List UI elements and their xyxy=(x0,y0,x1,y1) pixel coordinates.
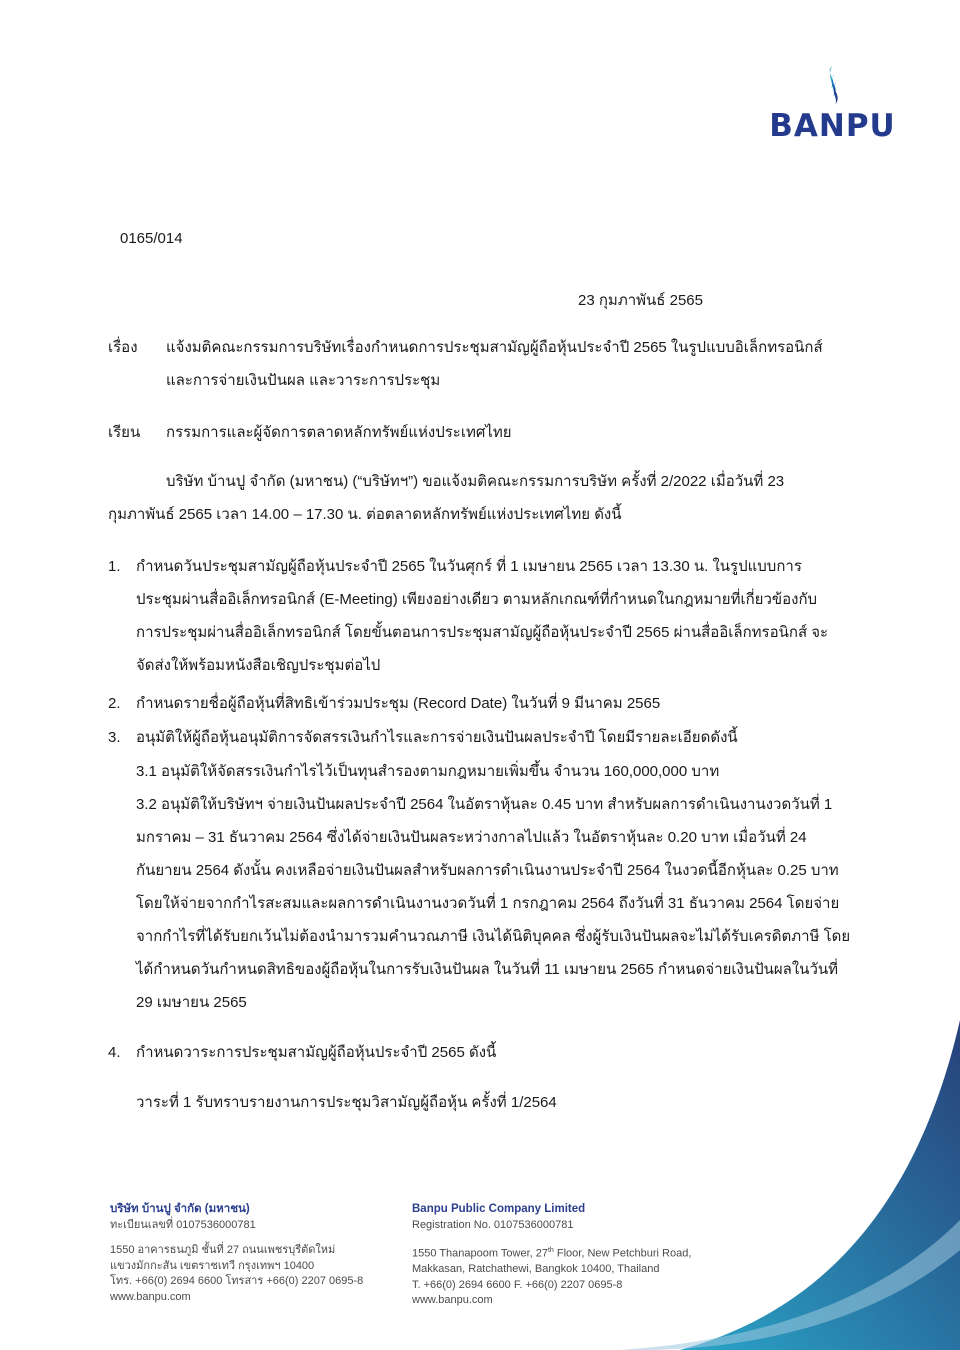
item-line: อนุมัติให้ผู้ถือหุ้นอนุมัติการจัดสรรเงินกำไรและการจ่ายเงินปันผลประจำปี โดยมีรายละเอียดดังนี้ xyxy=(136,729,738,746)
letter-date: 23 กุมภาพันธ์ 2565 xyxy=(578,292,703,309)
sub-item-line: 3.2 อนุมัติให้บริษัทฯ จ่ายเงินปันผลประจำปี 2564 ในอัตราหุ้นละ 0.45 บาท สำหรับผลการดำเนินงานงวดวันที่ 1 xyxy=(136,796,833,813)
item-number: 3. xyxy=(108,729,121,746)
sub-item-line: ได้กำหนดวันกำหนดสิทธิของผู้ถือหุ้นในการรับเงินปันผล ในวันที่ 11 เมษายน 2565 กำหนดจ่ายเงินปันผลในวันที่ xyxy=(136,961,839,978)
company-name-en: Banpu Public Company Limited xyxy=(412,1203,586,1215)
subject-line-2: และการจ่ายเงินปันผล และวาระการประชุม xyxy=(166,372,441,389)
address-line-2-en: Makkasan, Ratchathewi, Bangkok 10400, Thailand xyxy=(412,1263,660,1276)
recipient-label: เรียน xyxy=(108,424,141,441)
sub-item-3-2 xyxy=(136,788,874,1019)
subject-block xyxy=(108,331,878,397)
item-number: 4. xyxy=(108,1044,121,1061)
registration-en: Registration No. 0107536000781 xyxy=(412,1218,574,1231)
item-number: 1. xyxy=(108,558,121,575)
recipient-block xyxy=(108,416,878,449)
phone-en: T. +66(0) 2694 6600 F. +66(0) 2207 0695-8 xyxy=(412,1278,623,1291)
footer-thai xyxy=(110,1202,363,1305)
logo-text: BANPU xyxy=(769,108,896,144)
subject-line-1: แจ้งมติคณะกรรมการบริษัทเรื่องกำหนดการประชุมสามัญผู้ถือหุ้นประจำปี 2565 ในรูปแบบอิเล็กทรอนิกส์ xyxy=(166,339,823,356)
item-line: จัดส่งให้พร้อมหนังสือเชิญประชุมต่อไป xyxy=(136,657,381,674)
sub-item-3-1: 3.1 อนุมัติให้จัดสรรเงินกำไรไว้เป็นทุนสำรองตามกฎหมายเพิ่มขึ้น จำนวน 160,000,000 บาท xyxy=(136,763,720,780)
agenda-item-1: วาระที่ 1 รับทราบรายงานการประชุมวิสามัญผู้ถือหุ้น ครั้งที่ 1/2564 xyxy=(136,1094,557,1111)
item-line: ประชุมผ่านสื่ออิเล็กทรอนิกส์ (E-Meeting) เพียงอย่างเดียว ตามหลักเกณฑ์ที่กำหนดในกฎหมายที่เกี่ยวข้องกับ xyxy=(136,591,818,608)
subject-label: เรื่อง xyxy=(108,339,138,356)
item-line: กำหนดรายชื่อผู้ถือหุ้นที่สิทธิเข้าร่วมประชุม (Record Date) ในวันที่ 9 มีนาคม 2565 xyxy=(136,695,661,712)
sub-item-line: จากกำไรที่ได้รับยกเว้นไม่ต้องนำมารวมคำนวณภาษี เงินได้นิติบุคคล ซึ่งผู้รับเงินปันผลจะไม่ได้รับเครดิตภาษี โดย xyxy=(136,928,851,945)
intro-line-2: กุมภาพันธ์ 2565 เวลา 14.00 – 17.30 น. ต่อตลาดหลักทรัพย์แห่งประเทศไทย ดังนี้ xyxy=(108,506,622,523)
address-line-1-en: 1550 Thanapoom Tower, 27th Floor, New Petchburi Road, xyxy=(412,1247,692,1260)
item-line: การประชุมผ่านสื่ออิเล็กทรอนิกส์ โดยขั้นตอนการประชุมสามัญผู้ถือหุ้นประจำปี 2565 ผ่านสื่ออิเล็กทรอนิกส์ จะ xyxy=(136,624,829,641)
item-line: กำหนดวาระการประชุมสามัญผู้ถือหุ้นประจำปี 2565 ดังนี้ xyxy=(136,1044,497,1061)
sub-item-line: กันยายน 2564 ดังนั้น คงเหลือจ่ายเงินปันผลสำหรับผลการดำเนินงานประจำปี 2564 ในงวดนี้อีกหุ้นละ 0.25 บาท xyxy=(136,862,839,879)
registration-th: ทะเบียนเลขที่ 0107536000781 xyxy=(110,1218,256,1231)
item-number: 2. xyxy=(108,695,121,712)
address-line-1-th: 1550 อาคารธนภูมิ ชั้นที่ 27 ถนนเพชรบุรีตัดใหม่ xyxy=(110,1244,336,1256)
flame-icon xyxy=(818,64,848,108)
intro-line-1: บริษัท บ้านปู จำกัด (มหาชน) (“บริษัทฯ”) ขอแจ้งมติคณะกรรมการบริษัท ครั้งที่ 2/2022 เมื่อวันที่ 23 xyxy=(166,473,785,490)
list-item xyxy=(108,687,874,720)
sub-item-line: 29 เมษายน 2565 xyxy=(136,994,247,1011)
sub-item-line: มกราคม – 31 ธันวาคม 2564 ซึ่งได้จ่ายเงินปันผลระหว่างกาลไปแล้ว ในอัตราหุ้นละ 0.20 บาท เมื่อวันที่ 24 xyxy=(136,829,807,846)
address-line-2-th: แขวงมักกะสัน เขตราชเทวี กรุงเทพฯ 10400 xyxy=(110,1259,315,1272)
website-en[interactable]: www.banpu.com xyxy=(412,1294,493,1307)
item-line: กำหนดวันประชุมสามัญผู้ถือหุ้นประจำปี 2565 ในวันศุกร์ ที่ 1 เมษายน 2565 เวลา 13.30 น. ในรูปแบบการ xyxy=(136,558,802,575)
footer-english xyxy=(412,1202,691,1309)
list-item xyxy=(108,550,874,682)
banpu-logo xyxy=(760,64,905,148)
recipient-text: กรรมการและผู้จัดการตลาดหลักทรัพย์แห่งประเทศไทย xyxy=(166,424,512,441)
item-text xyxy=(136,550,874,682)
list-item xyxy=(108,721,874,754)
document-number: 0165/014 xyxy=(120,230,183,247)
website-th[interactable]: www.banpu.com xyxy=(110,1290,191,1303)
company-name-th: บริษัท บ้านปู จำกัด (มหาชน) xyxy=(110,1203,250,1215)
sub-item-line: โดยให้จ่ายจากกำไรสะสมและผลการดำเนินงานงวดวันที่ 1 กรกฎาคม 2564 ถึงวันที่ 31 ธันวาคม 2564 โดยจ่าย xyxy=(136,895,840,912)
phone-th: โทร. +66(0) 2694 6600 โทรสาร +66(0) 2207 0695-8 xyxy=(110,1275,364,1287)
